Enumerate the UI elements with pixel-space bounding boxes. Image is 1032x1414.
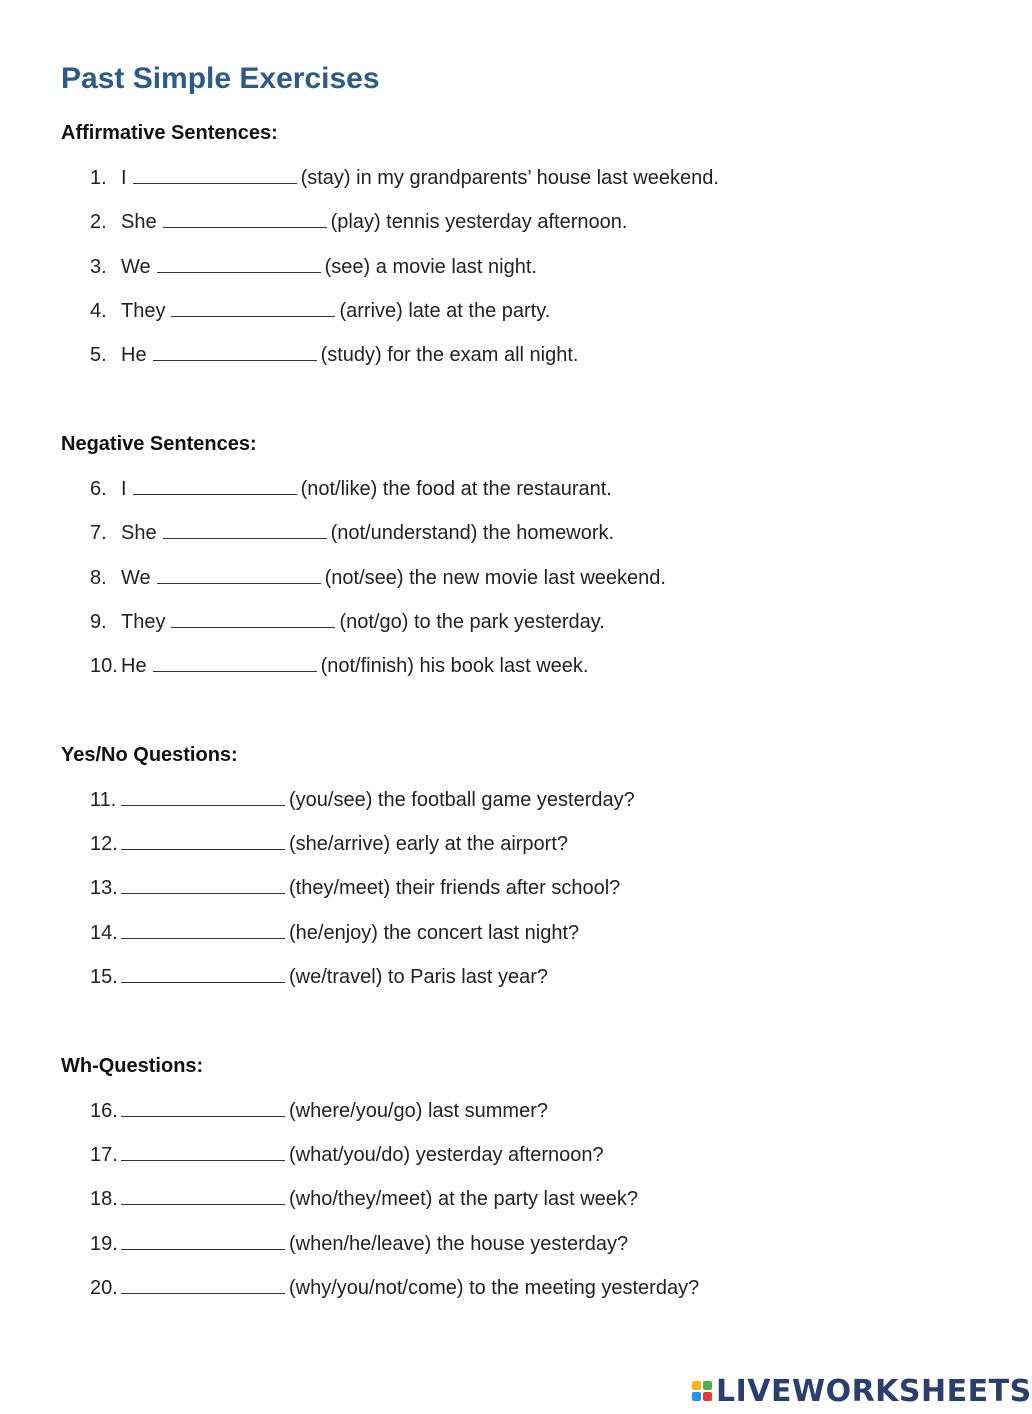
item-hint: (who/they/meet) at the party last week?	[289, 1188, 639, 1210]
exercise-item-15	[90, 965, 548, 989]
liveworksheets-logo	[692, 1374, 1032, 1408]
logo-square-yellow	[692, 1381, 701, 1390]
item-hint: (when/he/leave) the house yesterday?	[289, 1233, 629, 1255]
item-hint: (where/you/go) last summer?	[289, 1100, 548, 1122]
exercise-item-10	[90, 654, 588, 678]
answer-blank[interactable]	[171, 299, 335, 317]
item-number: 14.	[90, 922, 118, 944]
exercise-item-19	[90, 1232, 628, 1256]
exercise-item-1	[90, 166, 719, 190]
logo-square-red	[703, 1392, 712, 1401]
item-hint: (he/enjoy) the concert last night?	[289, 922, 580, 944]
logo-square-blue	[692, 1392, 701, 1401]
item-number: 19.	[90, 1233, 118, 1255]
item-subject: She	[121, 211, 157, 233]
item-number: 18.	[90, 1188, 118, 1210]
item-number: 2.	[90, 211, 107, 233]
logo-text: LIVEWORKSHEETS	[716, 1373, 1032, 1409]
answer-blank[interactable]	[121, 1099, 285, 1117]
answer-blank[interactable]	[121, 788, 285, 806]
item-hint: (they/meet) their friends after school?	[289, 877, 621, 899]
liveworksheets-logo-icon	[692, 1381, 712, 1401]
section-heading-negative: Negative Sentences:	[61, 433, 257, 455]
exercise-item-3	[90, 255, 537, 279]
item-number: 5.	[90, 344, 107, 366]
item-number: 7.	[90, 522, 107, 544]
answer-blank[interactable]	[171, 610, 335, 628]
item-number: 11.	[90, 789, 117, 811]
exercise-item-2	[90, 210, 627, 234]
item-subject: I	[121, 167, 127, 189]
answer-blank[interactable]	[153, 654, 317, 672]
item-number: 3.	[90, 256, 107, 278]
answer-blank[interactable]	[163, 521, 327, 539]
item-number: 4.	[90, 300, 107, 322]
answer-blank[interactable]	[121, 965, 285, 983]
item-number: 20.	[90, 1277, 118, 1299]
item-hint: (not/understand) the homework.	[330, 522, 615, 544]
exercise-item-17	[90, 1143, 604, 1167]
answer-blank[interactable]	[157, 255, 321, 273]
exercise-item-18	[90, 1187, 638, 1211]
exercise-item-6	[90, 477, 612, 501]
item-hint: (we/travel) to Paris last year?	[289, 966, 548, 988]
item-number: 6.	[90, 478, 107, 500]
item-number: 8.	[90, 567, 107, 589]
item-hint: (study) for the exam all night.	[320, 344, 579, 366]
item-number: 15.	[90, 966, 118, 988]
item-number: 1.	[90, 167, 107, 189]
item-subject: I	[121, 478, 127, 500]
answer-blank[interactable]	[157, 566, 321, 584]
item-subject: We	[121, 256, 151, 278]
page-title: Past Simple Exercises	[61, 62, 380, 95]
item-hint: (what/you/do) yesterday afternoon?	[289, 1144, 604, 1166]
item-hint: (you/see) the football game yesterday?	[289, 789, 635, 811]
answer-blank[interactable]	[121, 1276, 285, 1294]
exercise-item-13	[90, 876, 620, 900]
item-subject: They	[121, 611, 166, 633]
item-number: 9.	[90, 611, 107, 633]
item-subject: They	[121, 300, 166, 322]
section-heading-affirmative: Affirmative Sentences:	[61, 122, 278, 144]
item-hint: (why/you/not/come) to the meeting yesterday?	[289, 1277, 700, 1299]
answer-blank[interactable]	[163, 210, 327, 228]
item-hint: (not/see) the new movie last weekend.	[324, 567, 666, 589]
answer-blank[interactable]	[121, 921, 285, 939]
item-subject: She	[121, 522, 157, 544]
answer-blank[interactable]	[121, 832, 285, 850]
answer-blank[interactable]	[133, 166, 297, 184]
item-subject: He	[121, 655, 147, 677]
item-hint: (stay) in my grandparents’ house last weekend.	[300, 167, 719, 189]
answer-blank[interactable]	[133, 477, 297, 495]
item-subject: We	[121, 567, 151, 589]
exercise-item-7	[90, 521, 614, 545]
exercise-item-12	[90, 832, 568, 856]
section-heading-wh-questions: Wh-Questions:	[61, 1055, 204, 1077]
item-number: 16.	[90, 1100, 118, 1122]
item-subject: He	[121, 344, 147, 366]
exercise-item-11	[90, 788, 635, 812]
item-number: 12.	[90, 833, 118, 855]
item-hint: (see) a movie last night.	[324, 256, 537, 278]
exercise-item-5	[90, 343, 578, 367]
item-hint: (not/like) the food at the restaurant.	[300, 478, 612, 500]
answer-blank[interactable]	[121, 1187, 285, 1205]
exercise-item-8	[90, 566, 666, 590]
answer-blank[interactable]	[121, 1143, 285, 1161]
exercise-item-20	[90, 1276, 699, 1300]
item-number: 10.	[90, 655, 118, 677]
item-hint: (not/finish) his book last week.	[320, 655, 589, 677]
item-hint: (play) tennis yesterday afternoon.	[330, 211, 628, 233]
item-hint: (arrive) late at the party.	[339, 300, 551, 322]
answer-blank[interactable]	[121, 876, 285, 894]
logo-square-green	[703, 1381, 712, 1390]
section-heading-yes-no: Yes/No Questions:	[61, 744, 238, 766]
answer-blank[interactable]	[121, 1232, 285, 1250]
exercise-item-4	[90, 299, 550, 323]
exercise-item-9	[90, 610, 605, 634]
exercise-item-16	[90, 1099, 548, 1123]
item-number: 13.	[90, 877, 118, 899]
item-number: 17.	[90, 1144, 118, 1166]
answer-blank[interactable]	[153, 343, 317, 361]
item-hint: (she/arrive) early at the airport?	[289, 833, 569, 855]
item-hint: (not/go) to the park yesterday.	[339, 611, 605, 633]
exercise-item-14	[90, 921, 579, 945]
